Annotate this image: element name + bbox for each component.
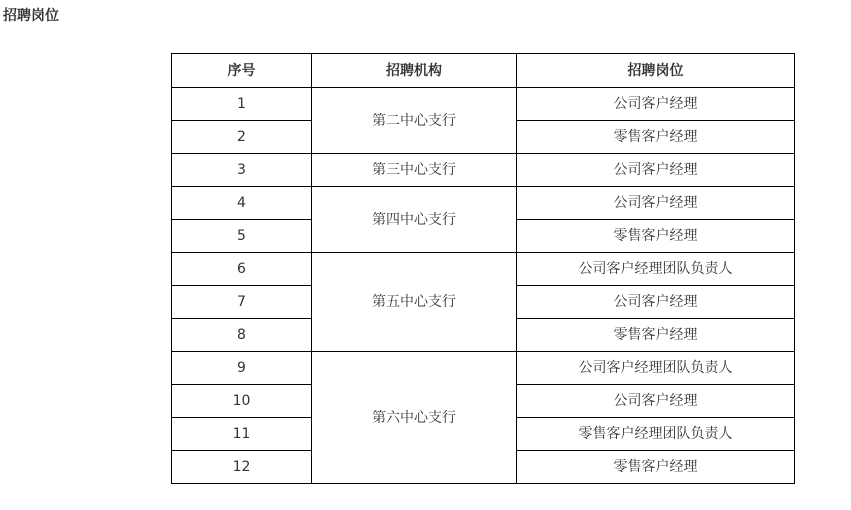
cell-position: 零售客户经理 [517, 121, 795, 154]
table-row [172, 253, 795, 286]
cell-position: 公司客户经理 [517, 385, 795, 418]
cell-serial-number: 3 [172, 154, 312, 187]
page-title: 招聘岗位 [3, 8, 59, 24]
cell-serial-number: 11 [172, 418, 312, 451]
cell-position: 公司客户经理 [517, 286, 795, 319]
table-row [172, 352, 795, 385]
cell-institution: 第四中心支行 [312, 187, 517, 253]
cell-serial-number: 7 [172, 286, 312, 319]
cell-serial-number: 12 [172, 451, 312, 484]
table-header-row [172, 54, 795, 88]
cell-position: 公司客户经理 [517, 154, 795, 187]
cell-serial-number: 5 [172, 220, 312, 253]
cell-serial-number: 6 [172, 253, 312, 286]
cell-position: 公司客户经理团队负责人 [517, 352, 795, 385]
cell-institution: 第五中心支行 [312, 253, 517, 352]
cell-institution: 第六中心支行 [312, 352, 517, 484]
header-position: 招聘岗位 [517, 54, 795, 88]
table-row [172, 187, 795, 220]
cell-serial-number: 8 [172, 319, 312, 352]
cell-position: 公司客户经理 [517, 88, 795, 121]
cell-position: 公司客户经理团队负责人 [517, 253, 795, 286]
recruitment-table [171, 53, 795, 484]
header-serial-number: 序号 [172, 54, 312, 88]
table-row [172, 154, 795, 187]
header-institution: 招聘机构 [312, 54, 517, 88]
cell-position: 零售客户经理 [517, 220, 795, 253]
cell-serial-number: 9 [172, 352, 312, 385]
table-body [172, 88, 795, 484]
cell-institution: 第三中心支行 [312, 154, 517, 187]
cell-position: 零售客户经理 [517, 319, 795, 352]
cell-serial-number: 10 [172, 385, 312, 418]
cell-position: 公司客户经理 [517, 187, 795, 220]
cell-serial-number: 2 [172, 121, 312, 154]
cell-serial-number: 1 [172, 88, 312, 121]
cell-position: 零售客户经理 [517, 451, 795, 484]
cell-serial-number: 4 [172, 187, 312, 220]
cell-position: 零售客户经理团队负责人 [517, 418, 795, 451]
cell-institution: 第二中心支行 [312, 88, 517, 154]
table-row [172, 88, 795, 121]
